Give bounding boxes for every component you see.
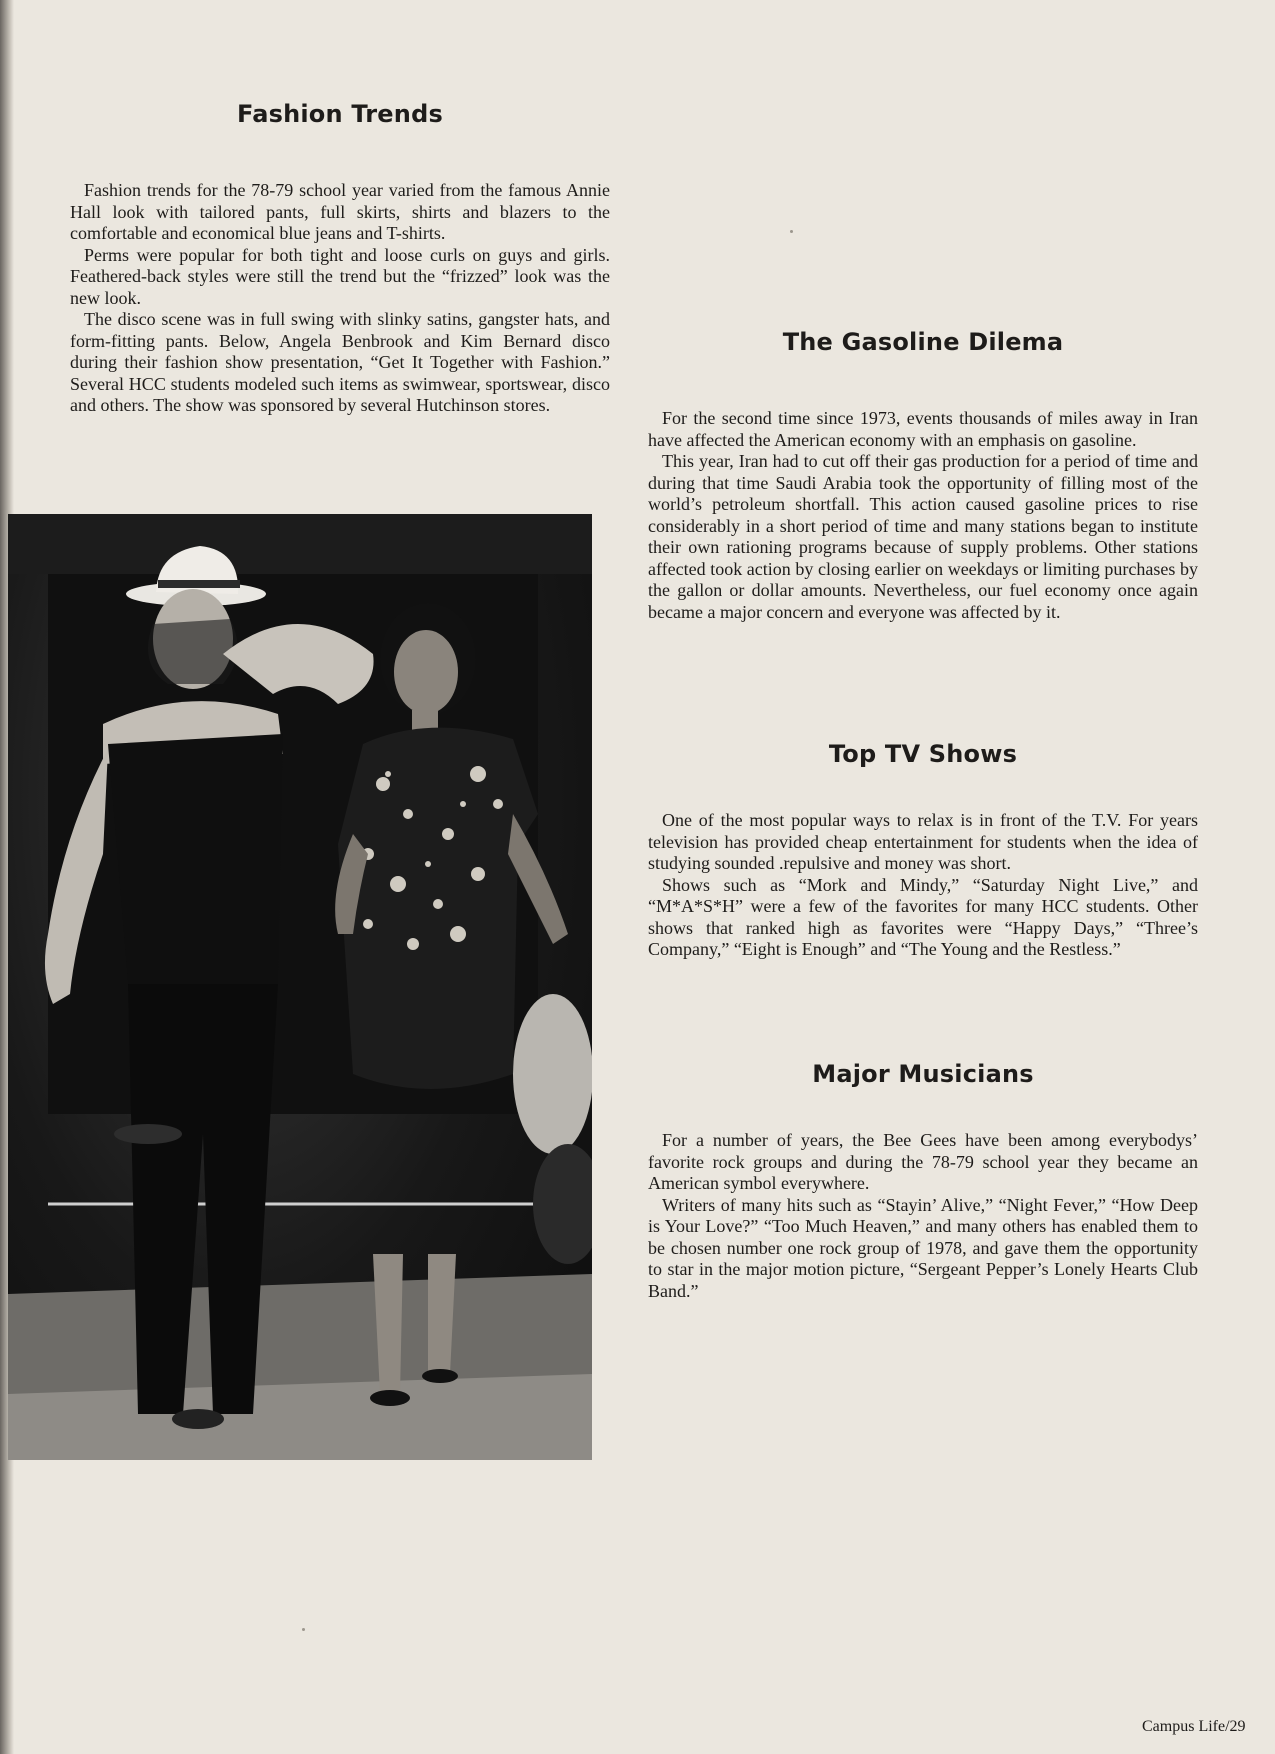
gasoline-paragraph-2: This year, Iran had to cut off their gas production for a period of time and during that time Saudi Arabia took the opportunity of filling most of the world’s petroleum shortfall. This action caused gasoline prices to rise considerably in a short period of time and many stations began to institute their own rationing programs because of supply problems. Other stations affected took action by closing earlier on weekdays or limiting purchases by the gallon or dollar amounts. Nevertheless, our fuel economy once again became a major concern and everyone was affected by it. (648, 451, 1198, 622)
paper-speck (790, 230, 793, 233)
fashion-trends-heading: Fashion Trends (237, 100, 443, 128)
tv-paragraph-2: Shows such as “Mork and Mindy,” “Saturday Night Live,” and “M*A*S*H” were a few of the favorites for many HCC students. Other shows that ranked high as favorites were “Happy Days,” “Three’s Company,” “Eight is Enough” and “The Young and the Restless.” (648, 874, 1198, 959)
paper-speck (302, 1628, 305, 1631)
musicians-heading: Major Musicians (812, 1060, 1034, 1088)
gasoline-paragraph-1: For the second time since 1973, events thousands of miles away in Iran have affected the American economy with an emphasis on gasoline. (648, 408, 1198, 450)
fashion-show-photo-illustration (8, 514, 592, 1460)
tv-paragraph-1: One of the most popular ways to relax is in front of the T.V. For years television has provided cheap entertainment for students when the idea of studying sounded .repulsive and money was short. (648, 810, 1198, 873)
fashion-show-photo (8, 514, 592, 1460)
tv-shows-heading: Top TV Shows (828, 740, 1018, 768)
gasoline-section (648, 328, 1198, 623)
fashion-paragraph-1: Fashion trends for the 78-79 school year varied from the famous Annie Hall look with tailored pants, full skirts, shirts and blazers to the comfortable and economical blue jeans and T-shirts. (70, 180, 610, 243)
tv-shows-section (648, 740, 1198, 961)
fashion-trends-section (70, 100, 610, 417)
fashion-paragraph-2: Perms were popular for both tight and loose curls on guys and girls. Feathered-back styles were still the trend but the “frizzed” look was the new look. (70, 244, 610, 308)
musicians-section (648, 1060, 1198, 1302)
page-folio: Campus Life/29 (1142, 1718, 1246, 1735)
music-paragraph-2: Writers of many hits such as “Stayin’ Alive,” “Night Fever,” “How Deep is Your Love?” “Too Much Heaven,” and many others has enabled them to be chosen number one rock group of 1978, and gave them the opportunity to star in the major motion picture, “Sergeant Pepper’s Lonely Hearts Club Band.” (648, 1194, 1198, 1301)
gasoline-heading: The Gasoline Dilema (782, 328, 1064, 356)
fashion-paragraph-3: The disco scene was in full swing with slinky satins, gangster hats, and form-fitting pants. Below, Angela Benbrook and Kim Bernard disco during their fashion show presentation, “Get It Together with Fashion.” Several HCC students modeled such items as swimwear, sportswear, disco and others. The show was sponsored by several Hutchinson stores. (70, 309, 610, 415)
music-paragraph-1: For a number of years, the Bee Gees have been among everybodys’ favorite rock groups and during the 78-79 school year they became an American symbol everywhere. (648, 1130, 1198, 1193)
